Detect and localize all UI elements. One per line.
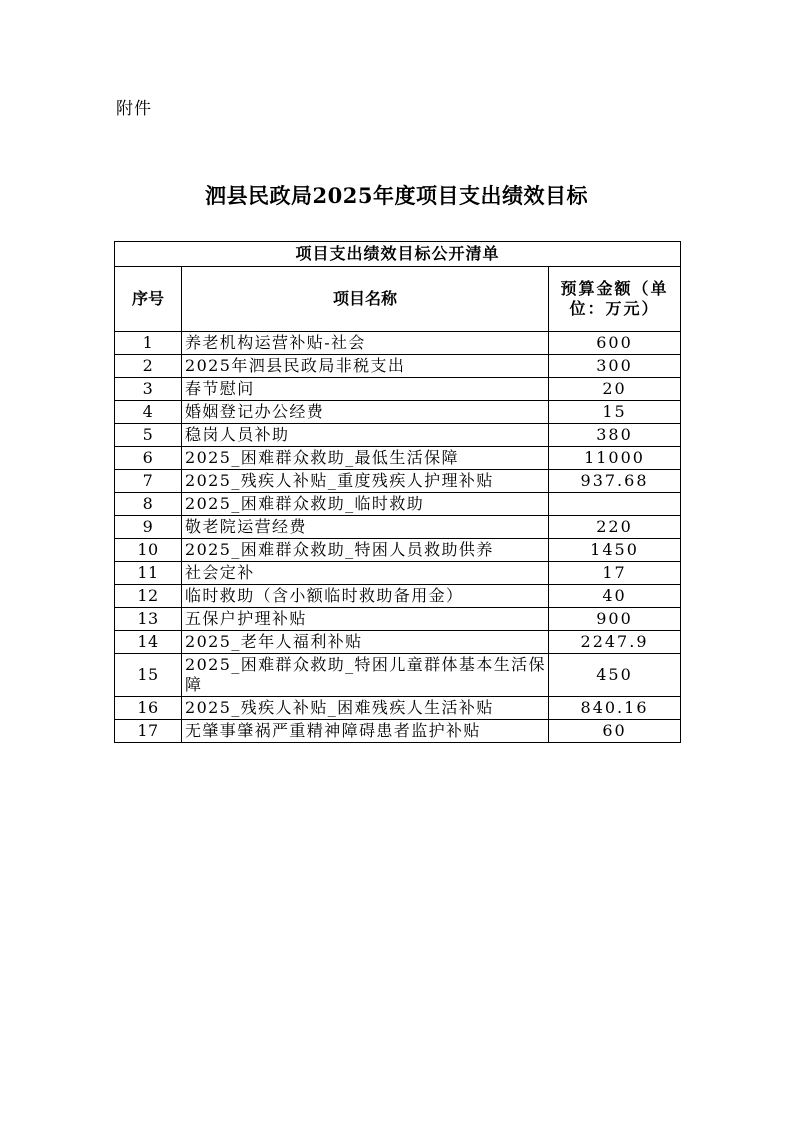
table-row (115, 516, 681, 539)
row-project-name: 2025_困难群众救助_特困儿童群体基本生活保障 (182, 654, 549, 697)
header-project-name: 项目名称 (182, 267, 549, 332)
row-project-name: 敬老院运营经费 (182, 516, 549, 539)
header-index: 序号 (115, 267, 182, 332)
row-budget-amount: 220 (549, 516, 681, 539)
row-index: 15 (115, 654, 182, 697)
row-budget-amount: 1450 (549, 539, 681, 562)
row-budget-amount: 900 (549, 608, 681, 631)
document-title: 泗县民政局2025年度项目支出绩效目标 (205, 183, 588, 208)
row-index: 8 (115, 493, 182, 516)
row-budget-amount: 20 (549, 378, 681, 401)
row-project-name: 婚姻登记办公经费 (182, 401, 549, 424)
table-row (115, 585, 681, 608)
row-budget-amount: 17 (549, 562, 681, 585)
row-project-name: 稳岗人员补助 (182, 424, 549, 447)
row-budget-amount: 840.16 (549, 697, 681, 720)
table-row (115, 378, 681, 401)
table-caption: 项目支出绩效目标公开清单 (115, 242, 681, 267)
row-budget-amount: 380 (549, 424, 681, 447)
row-index: 2 (115, 355, 182, 378)
table-row (115, 332, 681, 355)
table-row (115, 697, 681, 720)
table-row (115, 493, 681, 516)
row-index: 3 (115, 378, 182, 401)
row-project-name: 2025_残疾人补贴_重度残疾人护理补贴 (182, 470, 549, 493)
row-project-name: 无肇事肇祸严重精神障碍患者监护补贴 (182, 720, 549, 743)
row-project-name: 养老机构运营补贴-社会 (182, 332, 549, 355)
row-budget-amount (549, 493, 681, 516)
row-project-name: 2025_困难群众救助_临时救助 (182, 493, 549, 516)
attachment-label: 附件 (116, 99, 152, 119)
row-project-name: 2025_困难群众救助_特困人员救助供养 (182, 539, 549, 562)
row-index: 9 (115, 516, 182, 539)
row-budget-amount: 60 (549, 720, 681, 743)
row-index: 10 (115, 539, 182, 562)
row-index: 5 (115, 424, 182, 447)
table-row (115, 539, 681, 562)
row-project-name: 春节慰问 (182, 378, 549, 401)
header-budget-amount: 预算金额（单位：万元） (549, 267, 681, 332)
row-project-name: 社会定补 (182, 562, 549, 585)
table-row (115, 654, 681, 697)
table-row (115, 720, 681, 743)
row-budget-amount: 2247.9 (549, 631, 681, 654)
table-row (115, 470, 681, 493)
row-index: 11 (115, 562, 182, 585)
row-budget-amount: 40 (549, 585, 681, 608)
row-index: 7 (115, 470, 182, 493)
row-project-name: 2025_老年人福利补贴 (182, 631, 549, 654)
table-row (115, 355, 681, 378)
row-index: 13 (115, 608, 182, 631)
row-project-name: 临时救助（含小额临时救助备用金） (182, 585, 549, 608)
row-budget-amount: 11000 (549, 447, 681, 470)
table-row (115, 608, 681, 631)
row-project-name: 五保户护理补贴 (182, 608, 549, 631)
row-budget-amount: 450 (549, 654, 681, 697)
table-row (115, 401, 681, 424)
row-budget-amount: 300 (549, 355, 681, 378)
row-index: 12 (115, 585, 182, 608)
row-index: 17 (115, 720, 182, 743)
table-row (115, 562, 681, 585)
row-index: 1 (115, 332, 182, 355)
row-project-name: 2025_困难群众救助_最低生活保障 (182, 447, 549, 470)
row-budget-amount: 937.68 (549, 470, 681, 493)
table-row (115, 631, 681, 654)
row-index: 14 (115, 631, 182, 654)
table-row (115, 424, 681, 447)
row-budget-amount: 600 (549, 332, 681, 355)
row-project-name: 2025年泗县民政局非税支出 (182, 355, 549, 378)
table-row (115, 447, 681, 470)
row-index: 16 (115, 697, 182, 720)
row-index: 4 (115, 401, 182, 424)
row-index: 6 (115, 447, 182, 470)
row-budget-amount: 15 (549, 401, 681, 424)
performance-target-table (114, 241, 681, 743)
row-project-name: 2025_残疾人补贴_困难残疾人生活补贴 (182, 697, 549, 720)
